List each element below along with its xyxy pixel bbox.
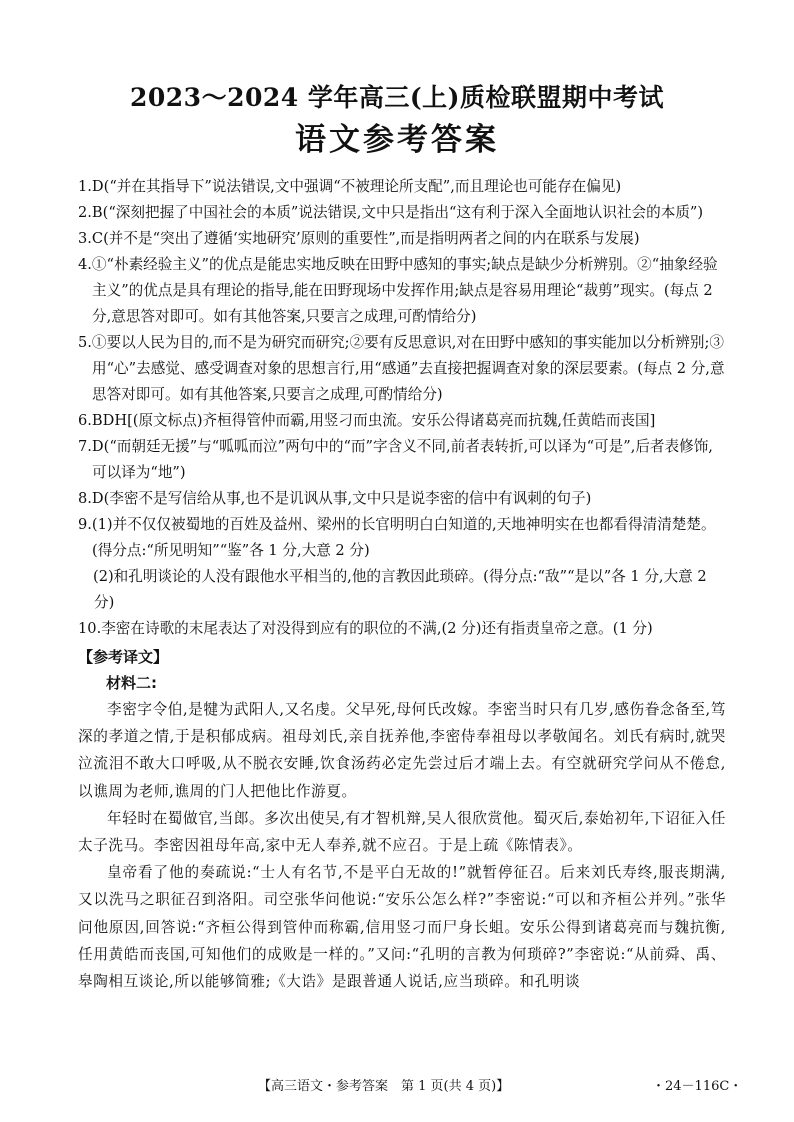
answer-10: 10.李密在诗歌的末尾表达了对没得到应有的职位的不满,(2 分)还有指责皇帝之意。(1 分) (78, 620, 653, 637)
answer-1: 1.D(“并在其指导下”说法错误,文中强调“不被理论所支配”,而且理论也可能存在偏见) (78, 178, 622, 195)
translation-paragraph-2: 年轻时在蜀做官,当郎。多次出使吴,有才智机辩,吴人很欣赏他。蜀灭后,泰始初年,下诏征入任太子洗马。李密因祖母年高,家中无人奉养,就不应召。于是上疏《陈情表》。 (78, 809, 726, 855)
answer-3: 3.C(并不是“突出了遵循‘实地研究’原则的重要性”,而是指明两者之间的内在联系与发展) (78, 230, 640, 247)
answer-9-2: (2)和孔明谈论的人没有跟他水平相当的,他的言教因此琐碎。(得分点:“敌”“是以”各 1 分,大意 2 分) (93, 568, 707, 611)
answer-list (78, 174, 726, 995)
footer-code: ・24－116C・ (652, 1079, 743, 1094)
translation-paragraph-3: 皇帝看了他的奏疏说:“士人有名节,不是平白无故的!”就暂停征召。后来刘氏寿终,服丧期满,又以洗马之职征召到洛阳。司空张华问他说:“安乐公怎么样?”李密说:“可以和齐桓公并列。”张华问他原因,回答说:“齐桓公得到管仲而称霸,信用竖刁而尸身长蛆。安乐公得到诸葛亮而与魏抗衡,任用黄皓而丧国,可知他们的成败是一样的。”又问:“孔明的言教为何琐碎?”李密说:“从前舜、禹、皋陶相互谈论,所以能够简雅;《大诰》是跟普通人说话,应当琐碎。和孔明谈 (78, 864, 726, 991)
footer-page-info: 【高三语文・参考答案 第 1 页(共 4 页)】 (258, 1079, 510, 1094)
translation-heading: 【参考译文】 (78, 648, 169, 666)
answer-4: 4.①“朴素经验主义”的优点是能忠实地反映在田野中感知的事实;缺点是缺少分析辨别。②“抽象经验主义”的优点是具有理论的指导,能在田野现场中发挥作用;缺点是容易用理论“裁剪”现实。(每点 2 分,意思答对即可。如有其他答案,只要言之成理,可酌情给分) (78, 256, 718, 325)
document-subtitle: 语文参考答案 (295, 122, 499, 158)
answer-8: 8.D(李密不是写信给从事,也不是讥讽从事,文中只是说李密的信中有讽刺的句子) (78, 490, 592, 507)
answer-6: 6.BDH[(原文标点)齐桓得管仲而霸,用竖刁而虫流。安乐公得诸葛亮而抗魏,任黄皓而丧国] (78, 412, 656, 429)
answer-2: 2.B(“深刻把握了中国社会的本质”说法错误,文中只是指出“这有利于深入全面地认识社会的本质”) (78, 204, 704, 221)
answer-5: 5.①要以人民为目的,而不是为研究而研究;②要有反思意识,对在田野中感知的事实能加以分析辨别;③用“心”去感觉、感受调查对象的思想言行,用“感通”去直接把握调查对象的深层要素。(每点 2 分,意思答对即可。如有其他答案,只要言之成理,可酌情给分) (78, 334, 725, 403)
answer-7: 7.D(“而朝廷无援”与“呱呱而泣”两句中的“而”字含义不同,前者表转折,可以译为“可是”,后者表修饰,可以译为“地”) (78, 438, 713, 481)
translation-paragraph-1: 李密字令伯,是犍为武阳人,又名虔。父早死,母何氏改嫁。李密当时只有几岁,感伤眷念备至,笃深的孝道之情,于是积郁成病。祖母刘氏,亲自抚养他,李密侍奉祖母以孝敬闻名。刘氏有病时,就哭泣流泪不敢大口呼吸,从不脱衣安睡,饮食汤药必定先尝过后才端上去。有空就研究学问从不倦怠,以谯周为老师,谯周的门人把他比作游夏。 (78, 701, 726, 800)
answer-9-1: 9.(1)并不仅仅被蜀地的百姓及益州、梁州的长官明明白白知道的,天地神明实在也都看得清清楚楚。(得分点:“所见明知”“鉴”各 1 分,大意 2 分) (78, 516, 716, 559)
material-heading: 材料二: (106, 674, 157, 692)
exam-title: 2023～2024 学年高三(上)质检联盟期中考试 (129, 83, 665, 112)
